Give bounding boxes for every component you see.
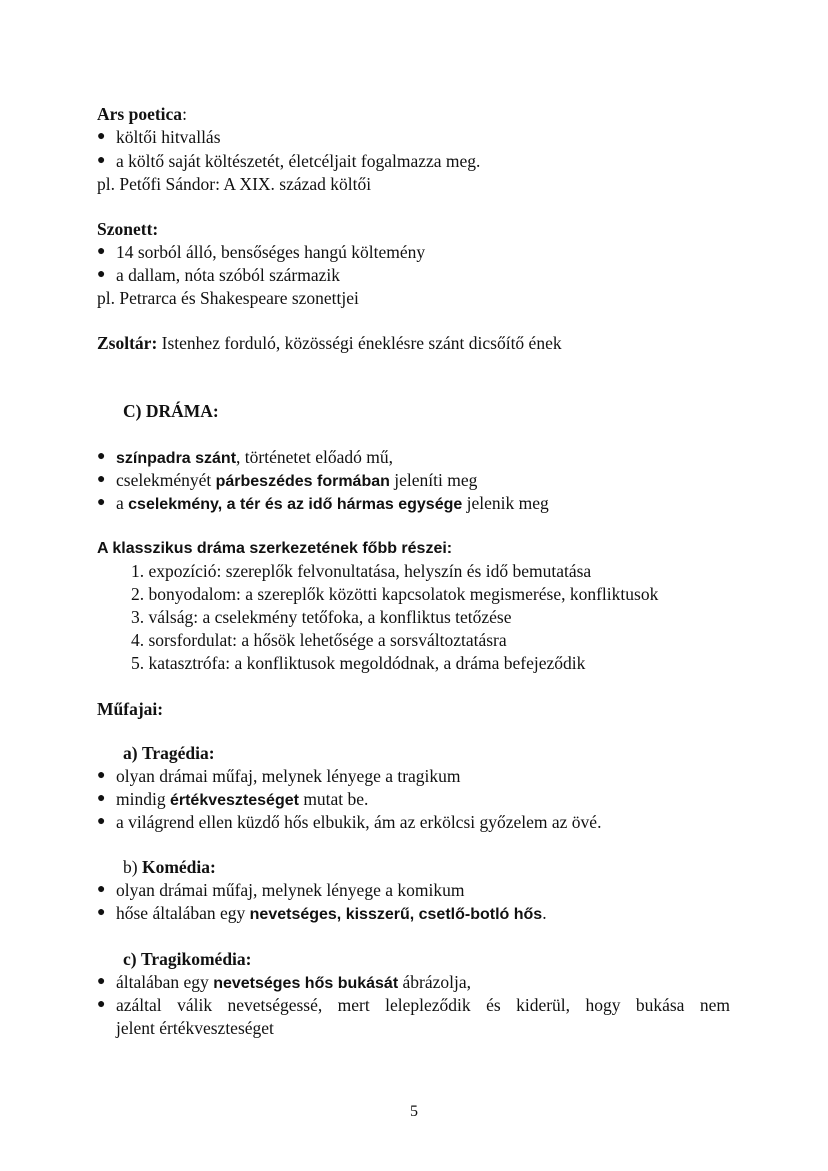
structure-item-2: 2. bonyodalom: a szereplők közötti kapcsolatok megismerése, konfliktusok (131, 584, 659, 604)
tragedia-name: Tragédia: (141, 743, 215, 763)
bullet-icon: ● (97, 814, 106, 829)
ars-item-1: költői hitvallás (116, 127, 221, 147)
komedia-item-2 (116, 902, 547, 926)
drama-item-1 (116, 446, 393, 470)
bullet-icon: ● (97, 882, 106, 897)
tragedia-item-1: olyan drámai műfaj, melynek lényege a tragikum (116, 766, 461, 786)
komedia-item-2-text-b: . (542, 903, 547, 923)
tragikomedia-item-2-line-1: azáltal válik nevetségessé, mert lelepleződik és kiderül, hogy bukása nem (116, 995, 730, 1015)
tragikomedia-item-1 (116, 971, 471, 995)
drama-item-1-text: , történetet előadó mű, (236, 447, 393, 467)
drama-item-3 (116, 492, 549, 516)
bullet-icon: ● (97, 472, 106, 487)
structure-item-1: 1. expozíció: szereplők felvonultatása, helyszín és idő bemutatása (131, 561, 592, 581)
bullet-icon: ● (97, 129, 106, 144)
bullet-icon: ● (97, 495, 106, 510)
komedia-item-1: olyan drámai műfaj, melynek lényege a komikum (116, 880, 465, 900)
tragedia-item-2-text-b: mutat be. (298, 789, 369, 809)
zsoltar-text: Istenhez forduló, közösségi éneklésre szánt dicsőítő ének (157, 333, 562, 353)
bullet-icon: ● (97, 997, 106, 1012)
tragedia-heading (123, 742, 215, 764)
ars-poetica-colon: : (182, 104, 187, 124)
page-number: 5 (410, 1103, 418, 1120)
komedia-letter: b) (123, 857, 138, 877)
bullet-icon: ● (97, 153, 106, 168)
ars-item-2: a költő saját költészetét, életcéljait fogalmazza meg. (116, 151, 481, 171)
drama-item-1-bold: színpadra szánt (116, 450, 237, 467)
drama-item-2-text-b: jeleníti meg (389, 470, 478, 490)
tragikomedia-item-1-bold: nevetséges hős bukását (213, 975, 399, 992)
komedia-item-2-text-a: hőse általában egy (116, 903, 250, 923)
bullet-icon: ● (97, 768, 106, 783)
tragedia-item-2-bold: értékveszteséget (169, 792, 299, 809)
tragikomedia-item-1-text-a: általában egy (116, 972, 214, 992)
structure-item-4: 4. sorsfordulat: a hősök lehetősége a sorsváltoztatásra (131, 630, 507, 650)
bullet-icon: ● (97, 449, 106, 464)
ars-poetica-title: Ars poetica (97, 104, 183, 124)
tragikomedia-name: Tragikomédia: (140, 949, 252, 969)
komedia-name: Komédia: (141, 857, 216, 877)
tragikomedia-item-2-line-2: jelent értékveszteséget (116, 1018, 274, 1038)
tragedia-item-3: a világrend ellen küzdő hős elbukik, ám az erkölcsi győzelem az övé. (116, 812, 602, 832)
komedia-heading (123, 856, 216, 878)
ars-example: pl. Petőfi Sándor: A XIX. század költői (97, 174, 372, 194)
zsoltar-title: Zsoltár: (97, 333, 158, 353)
drama-item-3-text-a: a (116, 493, 129, 513)
bullet-icon: ● (97, 267, 106, 282)
drama-item-2-bold: párbeszédes formában (215, 473, 390, 490)
szonett-item-1: 14 sorból álló, bensőséges hangú költemény (116, 242, 426, 262)
bullet-icon: ● (97, 905, 106, 920)
genres-title: Műfajai: (97, 699, 164, 719)
tragikomedia-letter: c) (123, 949, 137, 969)
tragikomedia-item-1-text-b: ábrázolja, (398, 972, 472, 992)
komedia-item-2-bold: nevetséges, kisszerű, csetlő-botló hős (249, 906, 543, 923)
zsoltar-definition (97, 332, 562, 354)
bullet-icon: ● (97, 974, 106, 989)
tragedia-item-2 (116, 788, 368, 812)
structure-title: A klasszikus dráma szerkezetének főbb részei: (97, 540, 453, 557)
szonett-title: Szonett: (97, 219, 159, 239)
tragedia-item-2-text-a: mindig (116, 789, 170, 809)
szonett-item-2: a dallam, nóta szóból származik (116, 265, 341, 285)
structure-item-5: 5. katasztrófa: a konfliktusok megoldódnak, a dráma befejeződik (131, 653, 586, 673)
bullet-icon: ● (97, 244, 106, 259)
drama-item-3-text-b: jelenik meg (462, 493, 549, 513)
drama-item-2 (116, 469, 477, 493)
bullet-icon: ● (97, 791, 106, 806)
szonett-example: pl. Petrarca és Shakespeare szonettjei (97, 288, 359, 308)
structure-item-3: 3. válság: a cselekmény tetőfoka, a konfliktus tetőzése (131, 607, 512, 627)
ars-poetica-heading (97, 103, 187, 125)
tragikomedia-heading (123, 948, 252, 970)
drama-item-3-bold: cselekmény, a tér és az idő hármas egysége (128, 496, 463, 513)
drama-item-2-text-a: cselekményét (116, 470, 216, 490)
drama-heading: C) DRÁMA: (123, 401, 219, 421)
tragedia-letter: a) (123, 743, 138, 763)
